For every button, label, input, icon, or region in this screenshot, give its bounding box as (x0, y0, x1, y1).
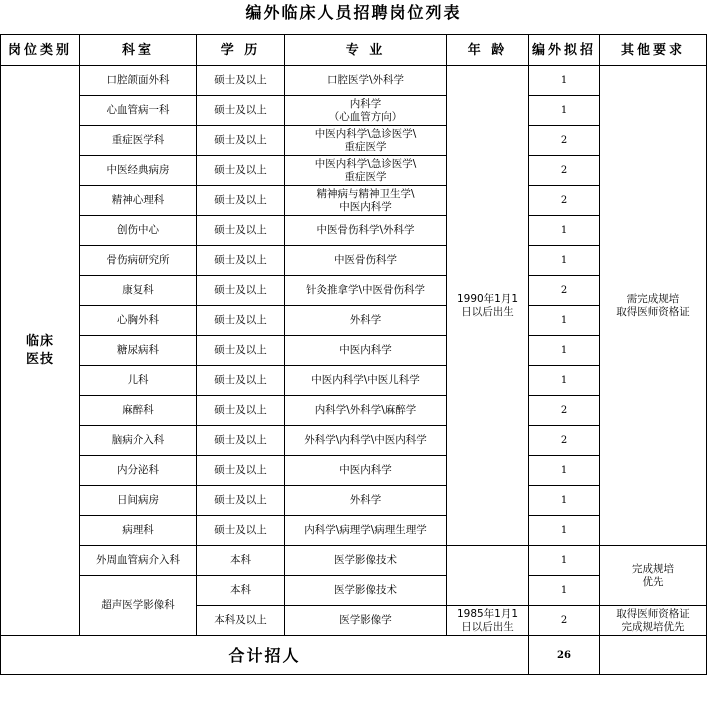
dept-cell: 糖尿病科 (80, 336, 197, 366)
major-cell: 中医内科学\急诊医学\ 重症医学 (285, 156, 447, 186)
count-cell: 1 (529, 366, 600, 396)
edu-cell: 硕士及以上 (197, 306, 285, 336)
major-cell: 精神病与精神卫生学\ 中医内科学 (285, 186, 447, 216)
major-cell: 医学影像技术 (285, 546, 447, 576)
major-cell: 内科学\病理学\病理生理学 (285, 516, 447, 546)
edu-cell: 硕士及以上 (197, 276, 285, 306)
table-row (1, 546, 707, 576)
major-cell: 外科学\内科学\中医内科学 (285, 426, 447, 456)
count-cell: 1 (529, 246, 600, 276)
total-value: 26 (529, 636, 600, 675)
count-cell: 2 (529, 186, 600, 216)
major-cell: 口腔医学\外科学 (285, 66, 447, 96)
header-education: 学 历 (197, 35, 285, 66)
edu-cell: 硕士及以上 (197, 186, 285, 216)
count-cell: 2 (529, 606, 600, 636)
header-major: 专 业 (285, 35, 447, 66)
major-cell: 外科学 (285, 306, 447, 336)
total-row (1, 636, 707, 675)
edu-cell: 硕士及以上 (197, 456, 285, 486)
count-cell: 1 (529, 336, 600, 366)
edu-cell: 硕士及以上 (197, 246, 285, 276)
count-cell: 1 (529, 96, 600, 126)
edu-cell: 硕士及以上 (197, 216, 285, 246)
header-category: 岗位类别 (1, 35, 80, 66)
major-cell: 医学影像技术 (285, 576, 447, 606)
major-cell: 中医骨伤科学 (285, 246, 447, 276)
major-cell: 外科学 (285, 486, 447, 516)
edu-cell: 硕士及以上 (197, 486, 285, 516)
header-other: 其他要求 (600, 35, 707, 66)
dept-cell: 病理科 (80, 516, 197, 546)
total-label: 合计招人 (1, 636, 529, 675)
major-cell: 中医内科学\急诊医学\ 重症医学 (285, 126, 447, 156)
major-cell: 内科学\外科学\麻醉学 (285, 396, 447, 426)
major-cell: 中医内科学 (285, 336, 447, 366)
major-cell: 医学影像学 (285, 606, 447, 636)
dept-cell: 重症医学科 (80, 126, 197, 156)
edu-cell: 硕士及以上 (197, 396, 285, 426)
dept-cell: 脑病介入科 (80, 426, 197, 456)
edu-cell: 硕士及以上 (197, 336, 285, 366)
edu-cell: 硕士及以上 (197, 426, 285, 456)
recruitment-table (0, 34, 707, 675)
edu-cell: 本科 (197, 546, 285, 576)
dept-cell: 内分泌科 (80, 456, 197, 486)
major-cell: 内科学 （心血管方向） (285, 96, 447, 126)
count-cell: 1 (529, 456, 600, 486)
page-title: 编外临床人员招聘岗位列表 (245, 3, 462, 22)
edu-cell: 硕士及以上 (197, 516, 285, 546)
count-cell: 1 (529, 516, 600, 546)
count-cell: 1 (529, 486, 600, 516)
dept-cell: 心血管病一科 (80, 96, 197, 126)
count-cell: 1 (529, 546, 600, 576)
count-cell: 2 (529, 126, 600, 156)
count-cell: 1 (529, 66, 600, 96)
dept-cell: 麻醉科 (80, 396, 197, 426)
count-cell: 1 (529, 216, 600, 246)
major-cell: 针灸推拿学\中医骨伤科学 (285, 276, 447, 306)
requirement-cell: 完成规培 优先 (600, 546, 707, 606)
requirement-cell: 需完成规培 取得医师资格证 (600, 66, 707, 546)
dept-cell: 儿科 (80, 366, 197, 396)
table-header-row (1, 35, 707, 66)
age-cell: 1990年1月1 日以后出生 (447, 66, 529, 546)
count-cell: 1 (529, 576, 600, 606)
requirement-cell: 取得医师资格证 完成规培优先 (600, 606, 707, 636)
count-cell: 1 (529, 306, 600, 336)
edu-cell: 硕士及以上 (197, 156, 285, 186)
dept-cell: 心胸外科 (80, 306, 197, 336)
header-count: 编外拟招 (529, 35, 600, 66)
edu-cell: 硕士及以上 (197, 126, 285, 156)
count-cell: 2 (529, 156, 600, 186)
dept-cell: 外周血管病介入科 (80, 546, 197, 576)
count-cell: 2 (529, 396, 600, 426)
dept-cell: 骨伤病研究所 (80, 246, 197, 276)
major-cell: 中医骨伤科学\外科学 (285, 216, 447, 246)
age-cell-empty (447, 546, 529, 606)
major-cell: 中医内科学 (285, 456, 447, 486)
dept-cell: 康复科 (80, 276, 197, 306)
edu-cell: 硕士及以上 (197, 366, 285, 396)
dept-cell: 超声医学影像科 (80, 576, 197, 636)
category-cell: 临床 医技 (1, 66, 80, 636)
dept-cell: 口腔颌面外科 (80, 66, 197, 96)
count-cell: 2 (529, 426, 600, 456)
header-age: 年 龄 (447, 35, 529, 66)
table-row (1, 66, 707, 96)
dept-cell: 中医经典病房 (80, 156, 197, 186)
edu-cell: 本科 (197, 576, 285, 606)
dept-cell: 创伤中心 (80, 216, 197, 246)
total-empty (600, 636, 707, 675)
dept-cell: 精神心理科 (80, 186, 197, 216)
edu-cell: 本科及以上 (197, 606, 285, 636)
count-cell: 2 (529, 276, 600, 306)
edu-cell: 硕士及以上 (197, 66, 285, 96)
major-cell: 中医内科学\中医儿科学 (285, 366, 447, 396)
age-cell: 1985年1月1 日以后出生 (447, 606, 529, 636)
dept-cell: 日间病房 (80, 486, 197, 516)
header-dept: 科室 (80, 35, 197, 66)
edu-cell: 硕士及以上 (197, 96, 285, 126)
